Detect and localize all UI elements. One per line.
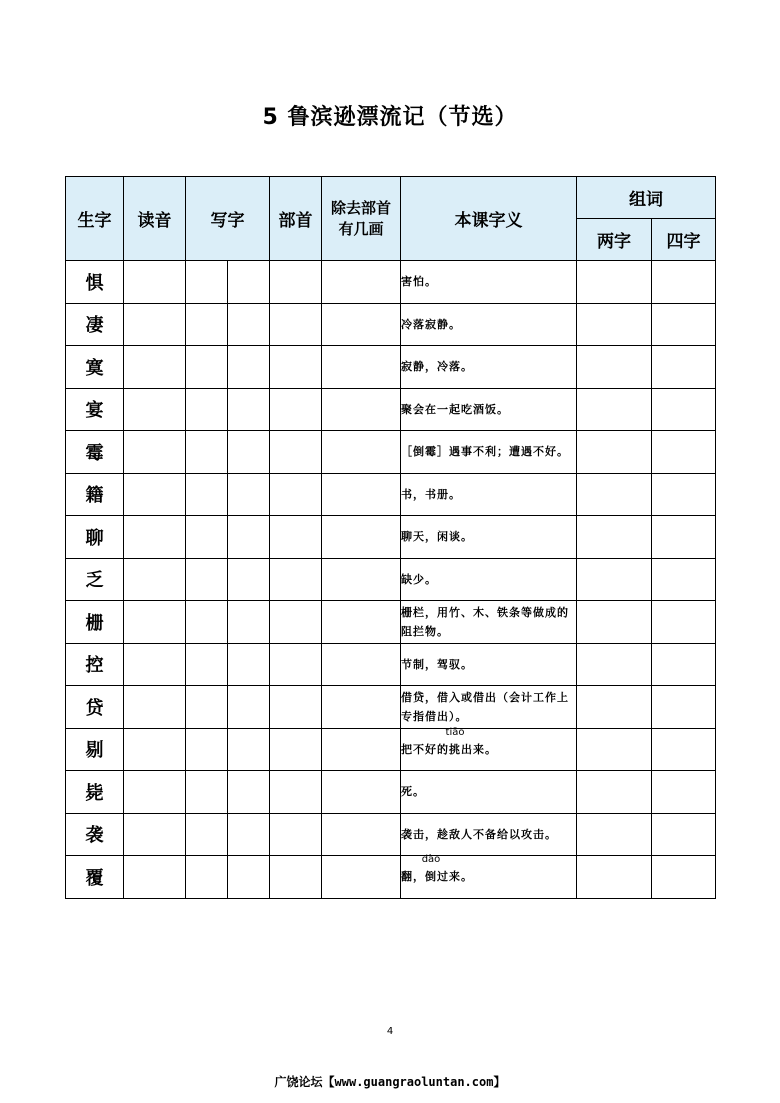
vocab-char: 惧 <box>66 261 124 304</box>
two-char-word-cell <box>577 388 652 431</box>
radical-cell <box>270 473 322 516</box>
writing-cell <box>228 728 270 771</box>
annotated-char <box>421 854 441 886</box>
writing-cell <box>228 303 270 346</box>
table-row <box>66 431 716 474</box>
vocab-char: 控 <box>66 643 124 686</box>
table-row <box>66 303 716 346</box>
meaning-cell: 袭击，趁敌人不备给以攻击。 <box>401 813 577 856</box>
radical-cell <box>270 261 322 304</box>
radical-cell <box>270 303 322 346</box>
two-char-word-cell <box>577 346 652 389</box>
meaning-cell: 节制，驾驭。 <box>401 643 577 686</box>
header-meaning: 本课字义 <box>401 177 577 261</box>
reading-cell <box>124 261 186 304</box>
four-char-word-cell <box>652 516 716 559</box>
four-char-word-cell <box>652 771 716 814</box>
radical-cell <box>270 558 322 601</box>
meaning-text: 把不好的 <box>401 742 449 756</box>
writing-cell <box>186 346 228 389</box>
two-char-word-cell <box>577 771 652 814</box>
meaning-cell <box>401 728 577 771</box>
two-char-word-cell <box>577 261 652 304</box>
four-char-word-cell <box>652 643 716 686</box>
writing-cell <box>228 388 270 431</box>
writing-cell <box>186 771 228 814</box>
meaning-cell: 书，书册。 <box>401 473 577 516</box>
four-char-word-cell <box>652 813 716 856</box>
radical-cell <box>270 728 322 771</box>
four-char-word-cell <box>652 261 716 304</box>
radical-cell <box>270 643 322 686</box>
table-row <box>66 728 716 771</box>
four-char-word-cell <box>652 856 716 899</box>
writing-cell <box>186 558 228 601</box>
two-char-word-cell <box>577 813 652 856</box>
radical-cell <box>270 388 322 431</box>
two-char-word-cell <box>577 473 652 516</box>
meaning-cell: 死。 <box>401 771 577 814</box>
table-row <box>66 261 716 304</box>
vocab-char: 霉 <box>66 431 124 474</box>
table-row <box>66 856 716 899</box>
table-row <box>66 516 716 559</box>
four-char-word-cell <box>652 473 716 516</box>
meaning-text: 翻， <box>401 870 425 884</box>
strokes-cell <box>322 516 401 559</box>
reading-cell <box>124 516 186 559</box>
vocab-char: 乏 <box>66 558 124 601</box>
meaning-cell: 害怕。 <box>401 261 577 304</box>
four-char-word-cell <box>652 388 716 431</box>
reading-cell <box>124 473 186 516</box>
writing-cell <box>186 813 228 856</box>
vocabulary-table <box>65 176 716 899</box>
strokes-cell <box>322 601 401 644</box>
meaning-cell: 冷落寂静。 <box>401 303 577 346</box>
table-row <box>66 686 716 729</box>
strokes-cell <box>322 856 401 899</box>
table-row <box>66 346 716 389</box>
header-writing: 写字 <box>186 177 270 261</box>
reading-cell <box>124 771 186 814</box>
writing-cell <box>228 856 270 899</box>
writing-cell <box>186 601 228 644</box>
writing-cell <box>186 686 228 729</box>
page-number: 4 <box>386 1026 394 1037</box>
four-char-word-cell <box>652 303 716 346</box>
vocab-char: 覆 <box>66 856 124 899</box>
pinyin-annotation: dào <box>421 854 441 866</box>
two-char-word-cell <box>577 686 652 729</box>
header-strokes-label: 除去部首有几画 <box>330 198 391 238</box>
radical-cell <box>270 686 322 729</box>
four-char-word-cell <box>652 686 716 729</box>
radical-cell <box>270 601 322 644</box>
table-row <box>66 643 716 686</box>
strokes-cell <box>322 558 401 601</box>
meaning-cell: 寂静，冷落。 <box>401 346 577 389</box>
reading-cell <box>124 601 186 644</box>
writing-cell <box>186 473 228 516</box>
four-char-word-cell <box>652 601 716 644</box>
four-char-word-cell <box>652 431 716 474</box>
annotated-char <box>445 726 465 759</box>
meaning-cell: 聊天，闲谈。 <box>401 516 577 559</box>
two-char-word-cell <box>577 856 652 899</box>
meaning-ruby-char: 倒 <box>425 870 437 884</box>
writing-cell <box>228 558 270 601</box>
four-char-word-cell <box>652 346 716 389</box>
writing-cell <box>186 303 228 346</box>
table-row <box>66 558 716 601</box>
header-four-char: 四字 <box>652 219 716 261</box>
reading-cell <box>124 643 186 686</box>
writing-cell <box>186 431 228 474</box>
writing-cell <box>186 261 228 304</box>
writing-cell <box>228 601 270 644</box>
writing-cell <box>186 856 228 899</box>
reading-cell <box>124 856 186 899</box>
footer-credit: 广饶论坛【www.guangraoluntan.com】 <box>274 1075 506 1089</box>
meaning-text: 过来。 <box>437 870 473 884</box>
reading-cell <box>124 303 186 346</box>
table-row <box>66 388 716 431</box>
writing-cell <box>186 643 228 686</box>
writing-cell <box>228 516 270 559</box>
writing-cell <box>228 473 270 516</box>
page-title: 5 鲁滨逊漂流记（节选） <box>262 105 518 130</box>
reading-cell <box>124 686 186 729</box>
strokes-cell <box>322 346 401 389</box>
reading-cell <box>124 388 186 431</box>
reading-cell <box>124 558 186 601</box>
meaning-cell: 栅栏，用竹、木、铁条等做成的阻拦物。 <box>401 601 577 644</box>
two-char-word-cell <box>577 643 652 686</box>
two-char-word-cell <box>577 303 652 346</box>
vocab-char: 籍 <box>66 473 124 516</box>
four-char-word-cell <box>652 558 716 601</box>
two-char-word-cell <box>577 601 652 644</box>
strokes-cell <box>322 813 401 856</box>
meaning-ruby-char: 挑 <box>449 742 461 756</box>
two-char-word-cell <box>577 728 652 771</box>
strokes-cell <box>322 388 401 431</box>
header-strokes <box>322 177 401 261</box>
table-row <box>66 601 716 644</box>
writing-cell <box>186 728 228 771</box>
strokes-cell <box>322 686 401 729</box>
writing-cell <box>228 686 270 729</box>
strokes-cell <box>322 728 401 771</box>
vocab-char: 袭 <box>66 813 124 856</box>
reading-cell <box>124 728 186 771</box>
header-two-char: 两字 <box>577 219 652 261</box>
radical-cell <box>270 516 322 559</box>
radical-cell <box>270 813 322 856</box>
meaning-cell <box>401 856 577 899</box>
header-radical: 部首 <box>270 177 322 261</box>
writing-cell <box>186 388 228 431</box>
meaning-cell: ［倒霉］遇事不利；遭遇不好。 <box>401 431 577 474</box>
table-row <box>66 813 716 856</box>
writing-cell <box>228 431 270 474</box>
strokes-cell <box>322 771 401 814</box>
meaning-cell: 聚会在一起吃酒饭。 <box>401 388 577 431</box>
header-reading: 读音 <box>124 177 186 261</box>
vocab-char: 毙 <box>66 771 124 814</box>
writing-cell <box>186 516 228 559</box>
two-char-word-cell <box>577 431 652 474</box>
writing-cell <box>228 261 270 304</box>
reading-cell <box>124 431 186 474</box>
header-words: 组词 <box>577 177 716 219</box>
reading-cell <box>124 813 186 856</box>
strokes-cell <box>322 261 401 304</box>
header-char: 生字 <box>66 177 124 261</box>
strokes-cell <box>322 303 401 346</box>
pinyin-annotation: tiāo <box>445 726 465 738</box>
writing-cell <box>228 813 270 856</box>
table-row <box>66 473 716 516</box>
vocab-char: 凄 <box>66 303 124 346</box>
two-char-word-cell <box>577 558 652 601</box>
vocab-char: 宴 <box>66 388 124 431</box>
four-char-word-cell <box>652 728 716 771</box>
vocab-char: 剔 <box>66 728 124 771</box>
vocab-char: 寞 <box>66 346 124 389</box>
vocab-char: 贷 <box>66 686 124 729</box>
radical-cell <box>270 346 322 389</box>
meaning-cell: 缺少。 <box>401 558 577 601</box>
meaning-text: 出来。 <box>461 742 497 756</box>
radical-cell <box>270 771 322 814</box>
meaning-cell: 借贷，借入或借出（会计工作上专指借出）。 <box>401 686 577 729</box>
writing-cell <box>228 771 270 814</box>
table-row <box>66 771 716 814</box>
writing-cell <box>228 346 270 389</box>
strokes-cell <box>322 643 401 686</box>
writing-cell <box>228 643 270 686</box>
strokes-cell <box>322 431 401 474</box>
two-char-word-cell <box>577 516 652 559</box>
radical-cell <box>270 856 322 899</box>
vocab-char: 栅 <box>66 601 124 644</box>
radical-cell <box>270 431 322 474</box>
reading-cell <box>124 346 186 389</box>
vocab-char: 聊 <box>66 516 124 559</box>
strokes-cell <box>322 473 401 516</box>
